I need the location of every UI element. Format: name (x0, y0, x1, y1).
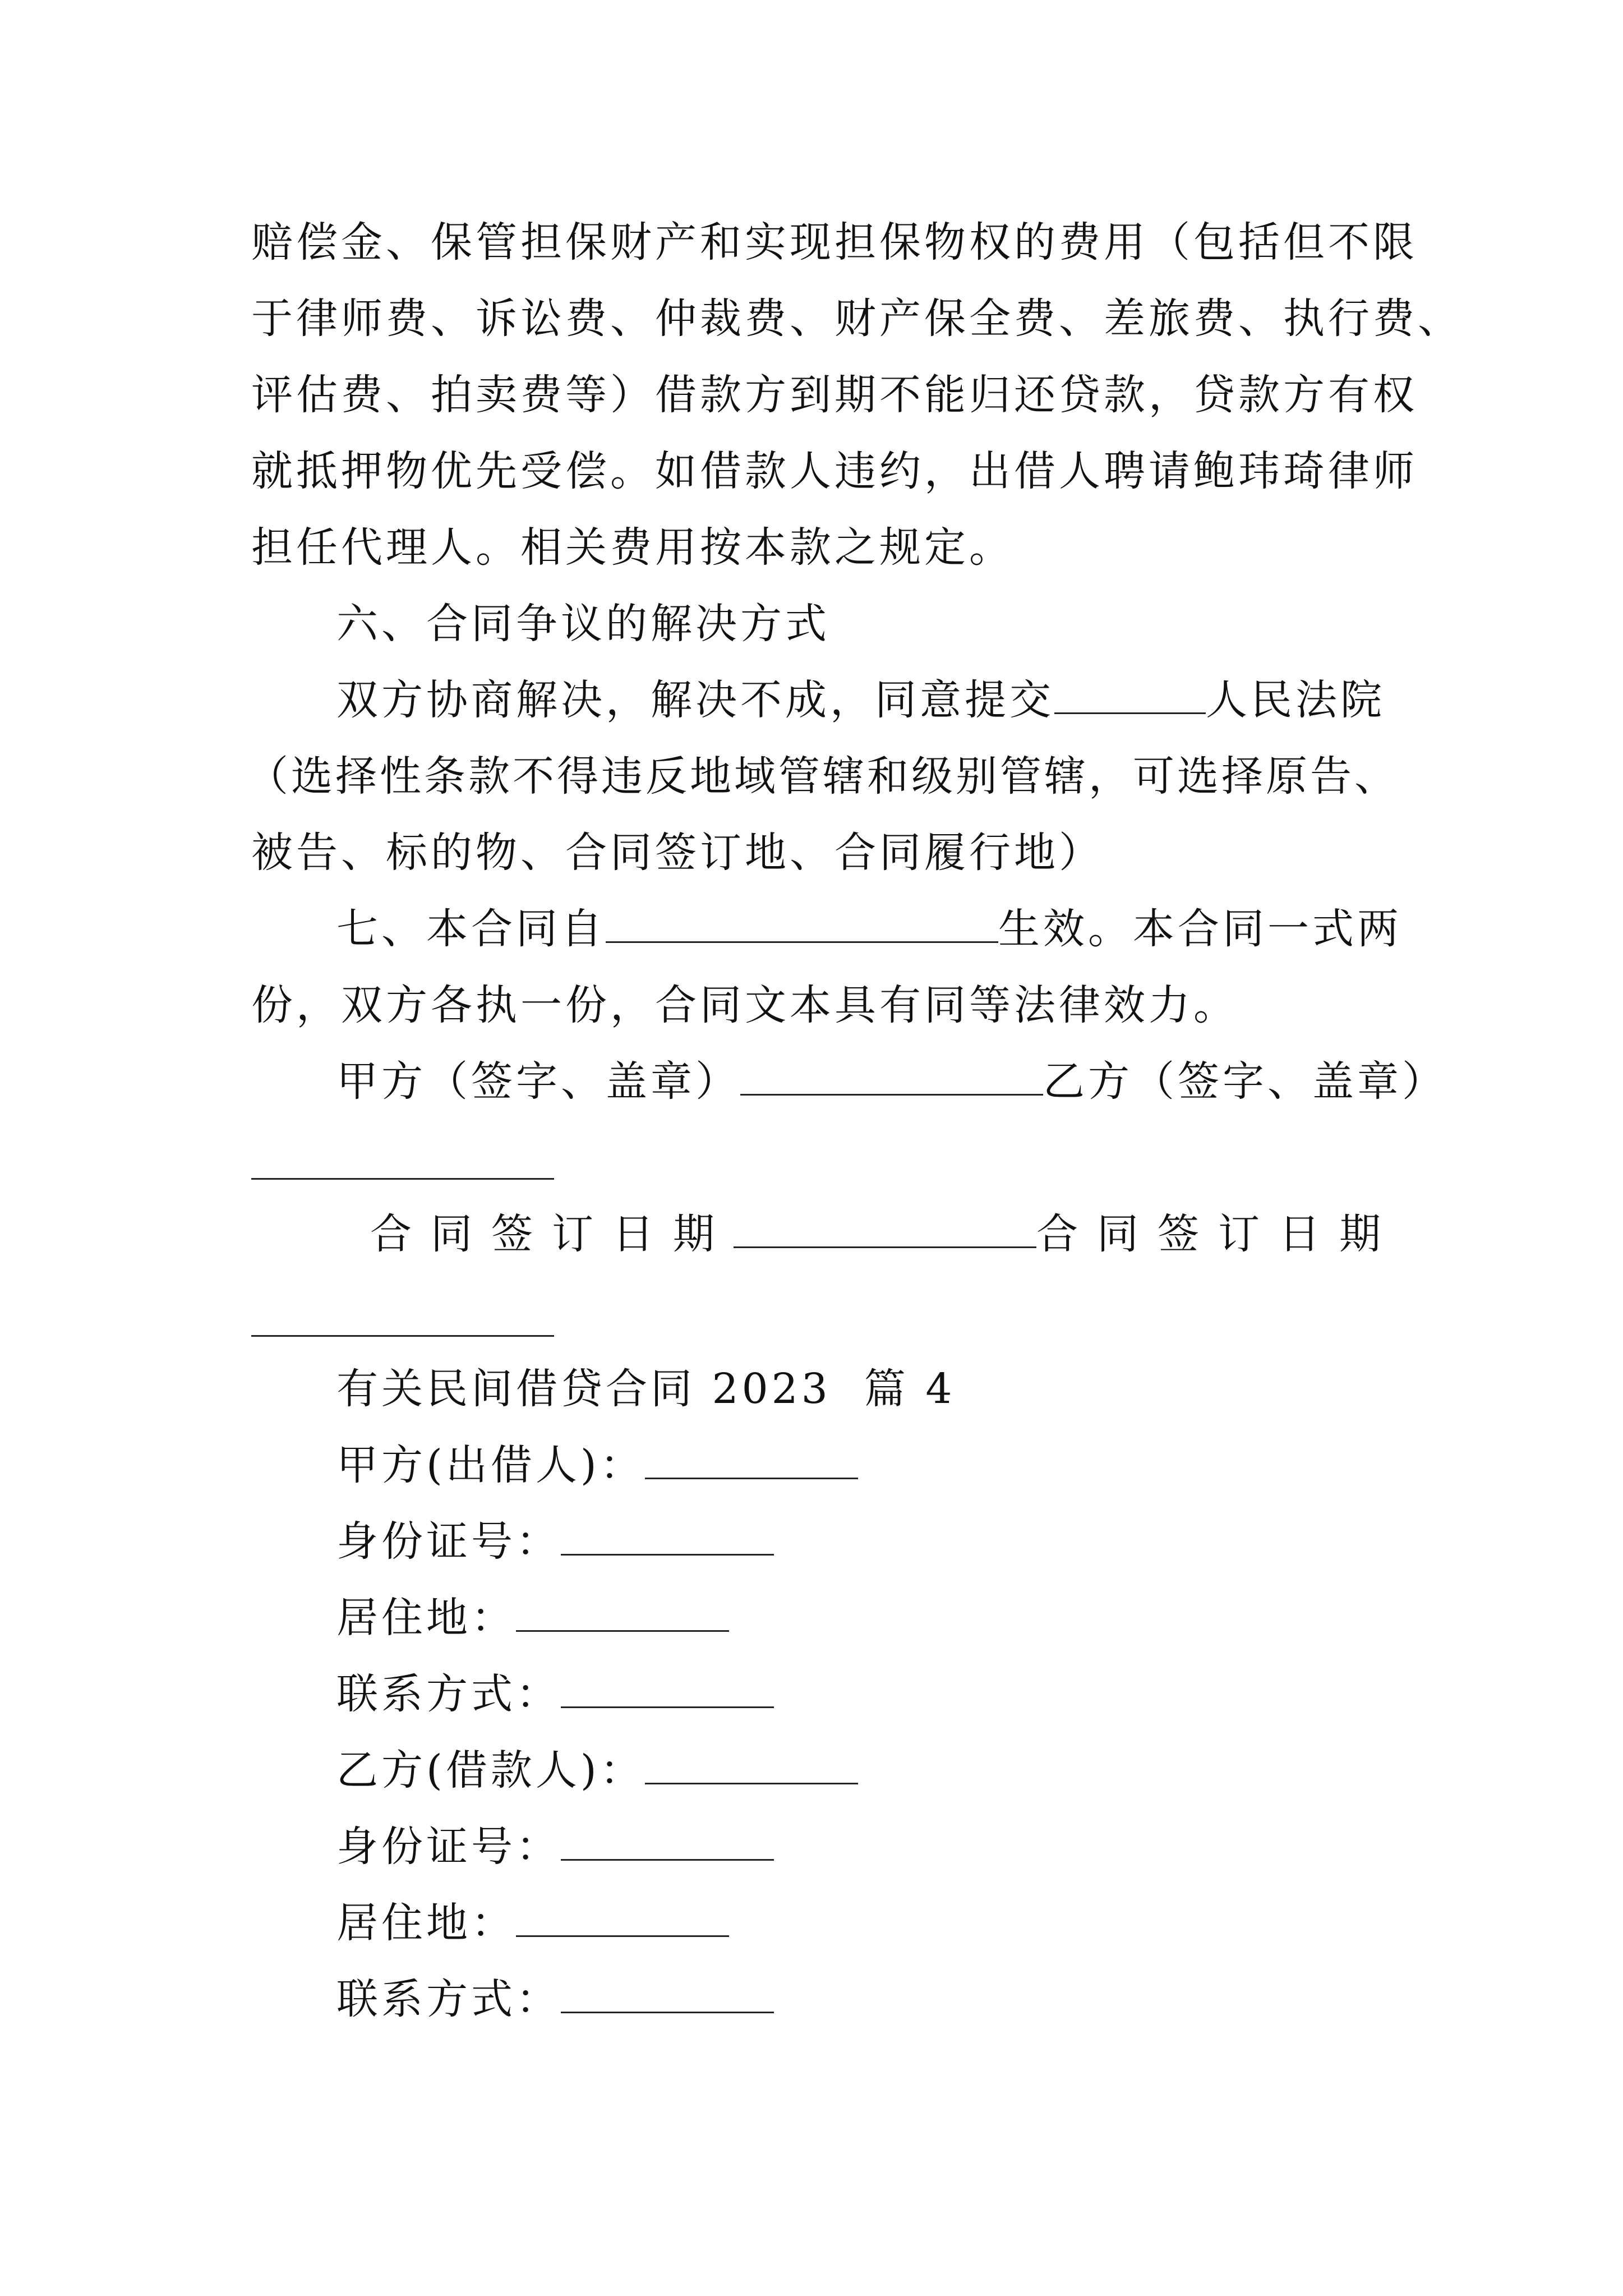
id-input-a[interactable] (561, 1517, 774, 1556)
id-field-a (336, 1513, 774, 1570)
section-6-line-2: （选择性条款不得违反地域管辖和级别管辖，可选择原告、 (247, 752, 1399, 800)
sign-date-b-blank[interactable] (251, 1335, 554, 1337)
party-b-signature-blank[interactable] (251, 1178, 554, 1180)
residence-input-a[interactable] (516, 1593, 729, 1632)
party-b-input[interactable] (645, 1746, 858, 1784)
party-a-input[interactable] (645, 1441, 858, 1479)
party-a-field (336, 1437, 858, 1493)
contact-label-b: 联系方式： (336, 1975, 561, 2023)
contact-input-b[interactable] (561, 1975, 774, 2013)
section-6-text-after: 人民法院 (1206, 676, 1385, 724)
party-b-field (336, 1742, 858, 1798)
section-6-line-1 (336, 672, 1385, 728)
effective-date-blank[interactable] (606, 904, 998, 943)
party-b-label: 乙方(借款人)： (336, 1746, 645, 1795)
party-a-label: 甲方(出借人)： (336, 1441, 645, 1489)
id-label-b: 身份证号： (336, 1823, 561, 1871)
residence-label-b: 居住地： (336, 1899, 516, 1947)
section-7-text-after: 生效。本合同一式两 (998, 905, 1402, 953)
party-a-signature-label: 甲方（签字、盖章） (336, 1057, 740, 1106)
signature-line (336, 1053, 1447, 1110)
sign-date-a-blank[interactable] (734, 1209, 1036, 1248)
sign-date-label-a: 合同签订日期 (370, 1210, 734, 1258)
paragraph-line: 赔偿金、保管担保财产和实现担保物权的费用（包括但不限 (251, 218, 1418, 266)
court-blank[interactable] (1054, 675, 1206, 714)
section-7-line-1 (336, 901, 1402, 957)
paragraph-line: 担任代理人。相关费用按本款之规定。 (251, 523, 1014, 572)
section-heading-4: 有关民间借贷合同 2023 篇 4 (336, 1365, 956, 1413)
section-6-line-3: 被告、标的物、合同签订地、合同履行地） (251, 829, 1104, 877)
section-6-title: 六、合同争议的解决方式 (336, 600, 830, 648)
id-label-a: 身份证号： (336, 1517, 561, 1566)
contact-field-b (336, 1971, 774, 2027)
section-6-text-before: 双方协商解决，解决不成，同意提交 (336, 676, 1054, 724)
residence-label-a: 居住地： (336, 1594, 516, 1642)
sign-date-label-b: 合同签订日期 (1036, 1210, 1400, 1258)
residence-field-a (336, 1590, 729, 1646)
contact-input-a[interactable] (561, 1669, 774, 1708)
id-input-b[interactable] (561, 1822, 774, 1861)
residence-input-b[interactable] (516, 1898, 729, 1937)
paragraph-line: 于律师费、诉讼费、仲裁费、财产保全费、差旅费、执行费、 (251, 295, 1463, 343)
residence-field-b (336, 1895, 729, 1951)
section-7-text-before: 七、本合同自 (336, 905, 606, 953)
id-field-b (336, 1819, 774, 1875)
section-7-line-2: 份，双方各执一份，合同文本具有同等法律效力。 (251, 981, 1238, 1029)
party-b-signature-label: 乙方（签字、盖章） (1043, 1057, 1447, 1106)
party-a-signature-blank[interactable] (740, 1057, 1043, 1096)
sign-date-line (370, 1206, 1400, 1262)
contact-field-a (336, 1666, 774, 1722)
paragraph-line: 评估费、拍卖费等）借款方到期不能归还贷款，贷款方有权 (251, 371, 1418, 419)
contact-label-a: 联系方式： (336, 1670, 561, 1718)
paragraph-line: 就抵押物优先受偿。如借款人违约，出借人聘请鲍玮琦律师 (251, 447, 1418, 495)
